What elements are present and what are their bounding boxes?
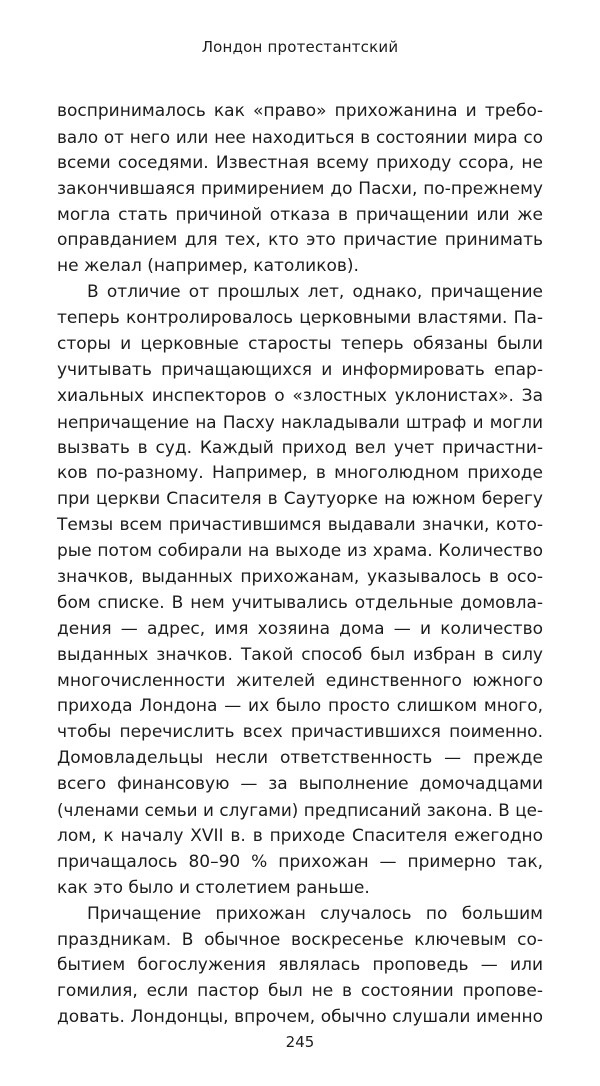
paragraph-1: [57, 99, 543, 280]
text-line: чтобы перечислить всех причастившихся поименно.: [57, 722, 543, 743]
text-line: сторы и церковные старосты теперь обязаны были: [57, 334, 543, 355]
text-line: прихода Лондона — их было просто слишком много,: [57, 696, 543, 717]
text-line: выданных значков. Такой способ был избран в силу: [57, 644, 543, 665]
text-line: рые потом собирали на выходе из храма. Количество: [57, 541, 543, 562]
text-line: закончившаяся примирением до Пасхи, по-прежнему: [57, 178, 543, 199]
text-line: гомилия, если пастор был не в состоянии пропове-: [57, 981, 543, 1002]
text-line: лом, к началу XVII в. в приходе Спасителя ежегодно: [57, 825, 543, 846]
text-line: непричащение на Пасху накладывали штраф и могли: [57, 411, 543, 432]
running-title: Лондон протестантский: [201, 38, 399, 56]
text-line: В отличие от прошлых лет, однако, причащение: [87, 282, 543, 303]
text-line: как это было и столетием раньше.: [57, 877, 370, 898]
text-line: значков, выданных прихожанам, указывалось в осо-: [57, 567, 543, 588]
paragraph-2: [57, 280, 543, 901]
text-line: бом списке. В нем учитывались отдельные домовла-: [57, 592, 543, 613]
text-line: Темзы всем причастившимся выдавали значки, кото-: [57, 515, 543, 536]
text-line: дения — адрес, имя хозяина дома — и количество: [57, 618, 543, 639]
body-text: [57, 99, 543, 1031]
text-line: (членами семьи и слугами) предписаний закона. В це-: [57, 800, 543, 821]
text-line: довать. Лондонцы, впрочем, обычно слушали именно: [57, 1007, 543, 1028]
text-line: не желал (например, католиков).: [57, 256, 359, 277]
page-number: 245: [285, 1033, 315, 1051]
text-line: могла стать причиной отказа в причащении или же: [57, 204, 543, 225]
paragraph-3: [57, 902, 543, 1031]
text-line: всего финансовую — за выполнение домочадцами: [57, 774, 543, 795]
text-line: вало от него или нее находиться в состоянии мира со: [57, 126, 543, 147]
text-line: многочисленности жителей единственного южного: [57, 670, 543, 691]
text-line: воспринималось как «право» прихожанина и требо-: [57, 101, 543, 121]
text-line: причащалось 80–90 % прихожан — примерно так,: [57, 851, 543, 872]
text-line: праздникам. В обычное воскресенье ключевым со-: [57, 929, 543, 950]
text-line: теперь контролировалось церковными властями. Па-: [57, 308, 543, 329]
text-line: бытием богослужения являлась проповедь — или: [57, 955, 543, 976]
text-line: оправданием для тех, кто это причастие принимать: [57, 230, 543, 251]
text-line: учитывать причащающихся и информировать епар-: [57, 359, 543, 380]
text-line: ков по-разному. Например, в многолюдном приходе: [57, 463, 543, 484]
text-line: хиальных инспекторов о «злостных уклонистах». За: [57, 385, 543, 406]
text-line: при церкви Спасителя в Саутуорке на южном берегу: [57, 489, 543, 510]
text-line: всеми соседями. Известная всему приходу ссора, не: [57, 152, 543, 173]
text-line: Причащение прихожан случалось по большим: [87, 903, 543, 924]
text-line: вызвать в суд. Каждый приход вел учет причастни-: [57, 437, 543, 458]
text-line: Домовладельцы несли ответственность — прежде: [57, 748, 543, 769]
